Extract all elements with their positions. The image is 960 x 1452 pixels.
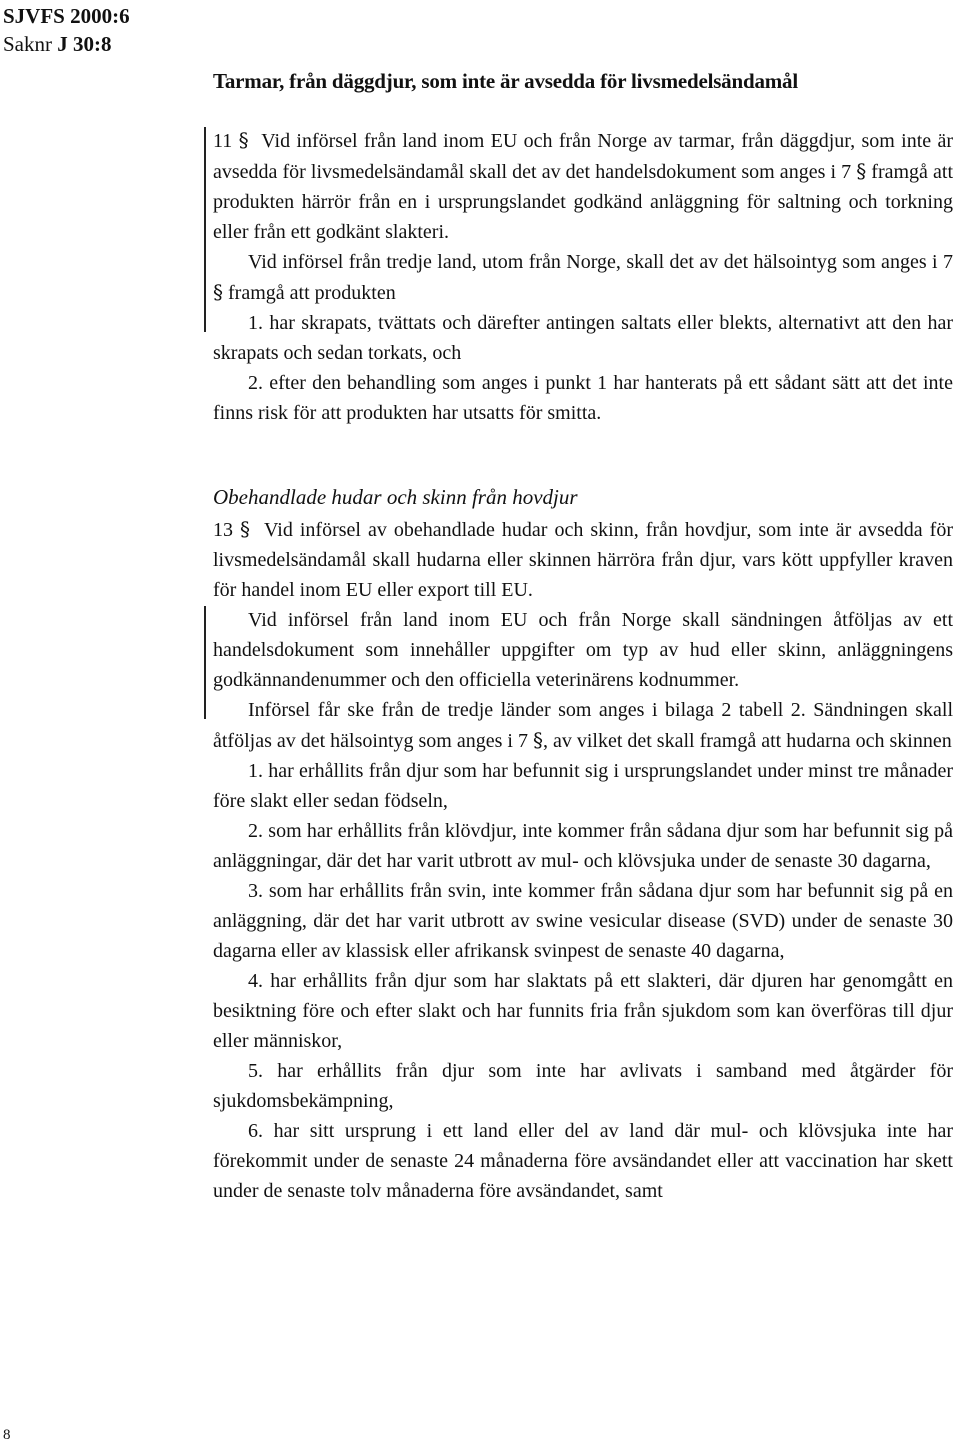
section-title-hudar: Obehandlade hudar och skinn från hovdjur: [213, 485, 578, 509]
paragraph-13-stycke-2: Vid införsel från land inom EU och från Norge skall sändningen åtföljas av ett handelsdokument som innehåller uppgifter om typ av hud eller skinn, anläggningens godkännandenummer och den officiella veterinärens kodnummer.: [213, 609, 953, 691]
document-code: SJVFS 2000:6: [3, 4, 130, 28]
paragraph-13-stycke-3: Införsel får ske från de tredje länder som anges i bilaga 2 tabell 2. Sändningen skall åtföljas av det hälsointyg som anges i 7 §, av vilket det skall framgå att hudarna och skinnen: [213, 699, 953, 752]
page-number: 8: [3, 1427, 11, 1443]
change-bar: [204, 606, 206, 719]
list-item: 1. har erhållits från djur som har befunnit sig i ursprungslandet under minst tre månader före slakt eller sedan födseln,: [213, 760, 953, 812]
section-body-hudar: [213, 514, 953, 1206]
list-item: 2. efter den behandling som anges i punkt 1 har hanterats på ett sådant sätt att det inte finns risk för att produkten har utsatts för smitta.: [213, 372, 953, 424]
list-item: 6. har sitt ursprung i ett land eller del av land där mul- och klövsjuka inte har förekommit under de senaste 24 månaderna före avsändandet eller att vaccination har skett under de senaste tolv månaderna före avsändandet, samt: [213, 1120, 953, 1202]
list-item: 2. som har erhållits från klövdjur, inte kommer från sådana djur som har befunnit sig på anläggningar, där det har varit utbrott av mul- och klövsjuka under de senaste 30 dagarna,: [213, 820, 953, 872]
paragraph-11: 11 § Vid införsel från land inom EU och från Norge av tarmar, från däggdjur, som inte är avsedda för livsmedelsändamål skall det av det handelsdokument som anges i 7 § framgå att produkten härrör från en i ursprungslandet godkänd anläggning för saltning och torkning eller från ett godkänt slakteri.: [213, 128, 953, 243]
section-title-tarmar: Tarmar, från däggdjur, som inte är avsedda för livsmedelsändamål: [213, 69, 798, 93]
list-item: 5. har erhållits från djur som inte har avlivats i samband med åtgärder för sjukdomsbekämpning,: [213, 1060, 953, 1112]
section-body-tarmar: [213, 125, 953, 428]
list-item: 1. har skrapats, tvättats och därefter antingen saltats eller blekts, alternativt att den har skrapats och sedan torkats, och: [213, 312, 953, 364]
paragraph-13: 13 § Vid införsel av obehandlade hudar och skinn, från hovdjur, som inte är avsedda för livsmedelsändamål skall hudarna eller skinnen härröra från djur, vars kött uppfyller kraven för handel inom EU eller export till EU.: [213, 517, 954, 601]
paragraph-11-stycke-2: Vid införsel från tredje land, utom från Norge, skall det av det hälsointyg som anges i 7 § framgå att produkten: [213, 251, 953, 304]
register-number: Saknr J 30:8: [3, 32, 112, 56]
list-item: 3. som har erhållits från svin, inte kommer från sådana djur som har befunnit sig på en anläggning, där det har varit utbrott av swine vesicular disease (SVD) under de senaste 30 dagarna eller av klassisk eller afrikansk svinpest de senaste 40 dagarna,: [213, 880, 953, 962]
change-bar: [204, 127, 206, 332]
list-item: 4. har erhållits från djur som har slaktats på ett slakteri, där djuren har genomgått en besiktning före och efter slakt och har funnits fria från sjukdom som kan överföras till djur eller människor,: [213, 970, 953, 1052]
